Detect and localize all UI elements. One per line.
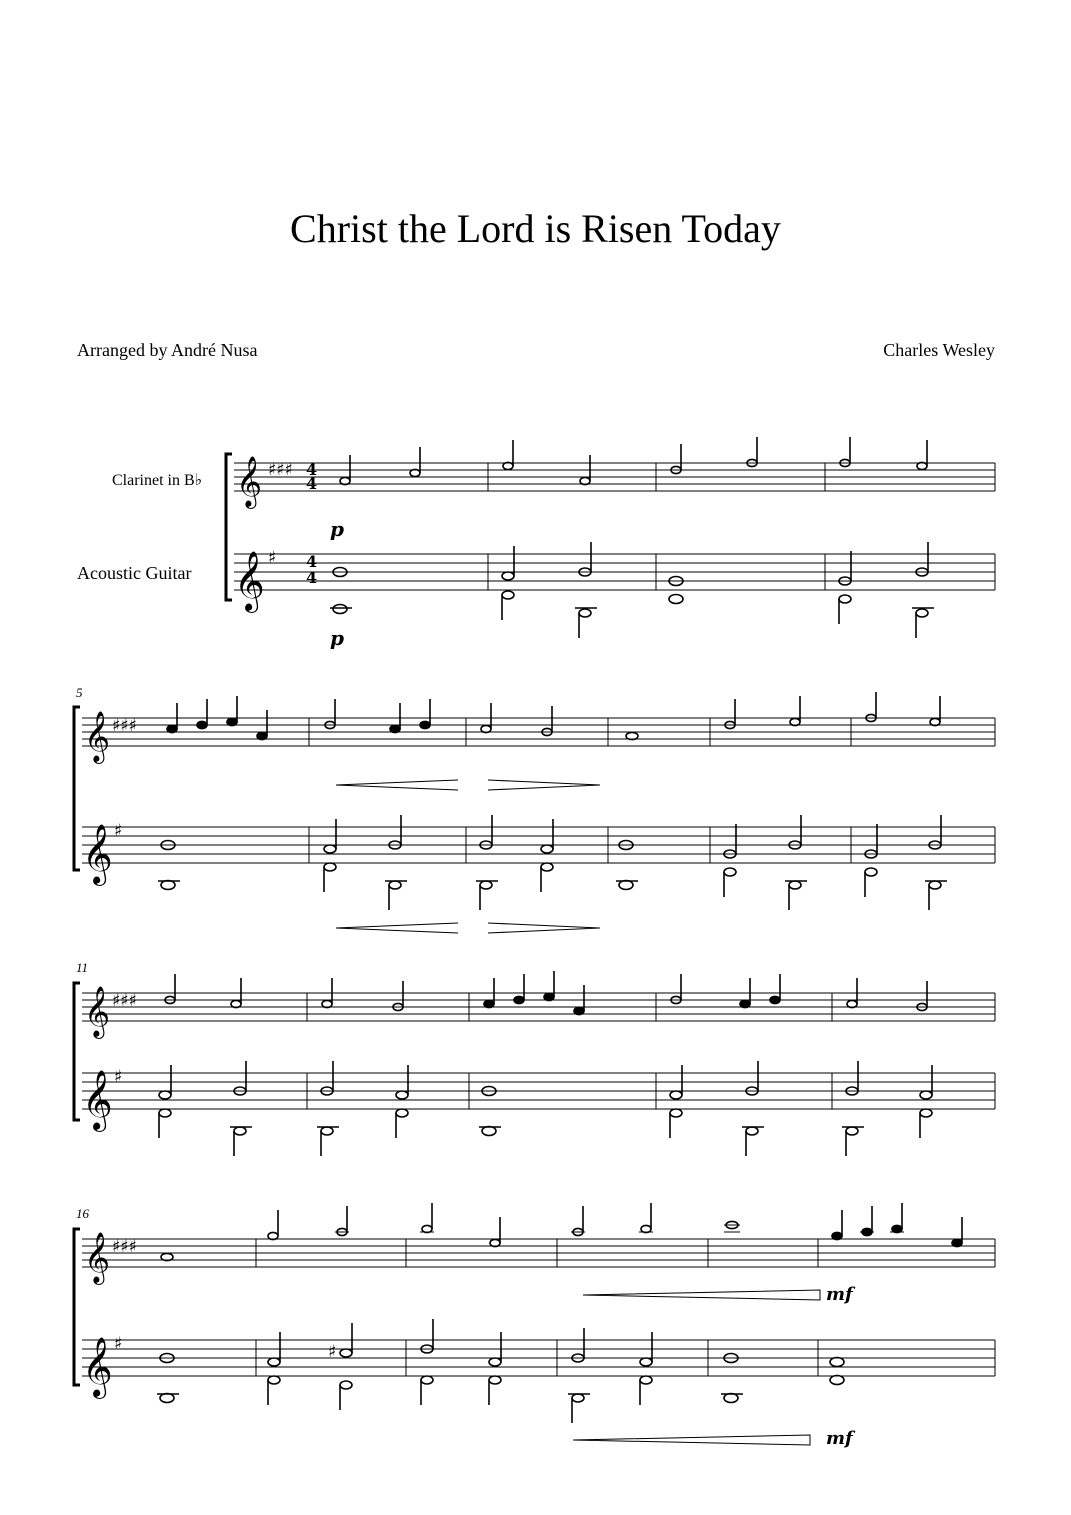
treble-clef-icon: 𝄞: [82, 1337, 113, 1397]
crescendo-hairpin: [573, 1435, 810, 1445]
key-signature: ♯♯♯: [268, 460, 293, 480]
key-signature: ♯: [114, 1334, 123, 1354]
staff-guitar: [82, 1340, 995, 1376]
score-title: Christ the Lord is Risen Today: [290, 206, 781, 251]
staff-clarinet: [82, 993, 995, 1021]
dynamic-marking: p: [330, 517, 344, 541]
staff-clarinet: [82, 718, 995, 746]
dynamic-marking: mf: [826, 1284, 853, 1305]
system-1: [226, 437, 995, 650]
time-sig-denominator: 4: [306, 474, 318, 493]
system-4: [74, 1203, 995, 1449]
system-bracket: [74, 983, 80, 1120]
treble-clef-icon: 𝄞: [236, 456, 263, 507]
time-sig-denominator: 4: [306, 568, 318, 587]
treble-clef-icon: 𝄞: [84, 986, 111, 1037]
treble-clef-icon: 𝄞: [82, 824, 113, 884]
staff-clarinet: [82, 1239, 995, 1267]
system-3: [74, 960, 995, 1156]
key-signature: ♯: [114, 1067, 123, 1087]
treble-clef-icon: 𝄞: [84, 711, 111, 762]
treble-clef-icon: 𝄞: [82, 1070, 113, 1130]
staff-guitar: [234, 554, 995, 590]
composer-credit: Charles Wesley: [883, 340, 995, 360]
hairpins: [336, 780, 600, 790]
guitar-label: Acoustic Guitar: [77, 563, 192, 583]
staff-guitar: [82, 827, 995, 863]
measure-number: 11: [76, 960, 89, 975]
key-signature: ♯♯♯: [112, 716, 137, 736]
svg-text:♯: ♯: [328, 1342, 337, 1362]
key-signature: ♯♯♯: [112, 1237, 137, 1257]
key-signature: ♯♯♯: [112, 991, 137, 1011]
treble-clef-icon: 𝄞: [234, 551, 265, 611]
diminuendo-hairpin: [488, 780, 600, 790]
system-bracket: [74, 707, 80, 870]
staff-clarinet: [234, 463, 995, 491]
treble-clef-icon: 𝄞: [84, 1232, 111, 1283]
clarinet-label: Clarinet in B♭: [112, 472, 203, 489]
arranger-credit: Arranged by André Nusa: [77, 340, 258, 360]
key-signature: ♯: [114, 821, 123, 841]
diminuendo-hairpin: [488, 923, 600, 933]
dynamic-marking: p: [330, 626, 344, 650]
hairpins: [336, 923, 600, 933]
system-2: [74, 685, 995, 933]
guitar-notes: [157, 1319, 844, 1423]
clarinet-notes: [161, 1203, 962, 1261]
system-bracket: [226, 454, 232, 600]
measure-number: 16: [76, 1206, 89, 1221]
system-bracket: [74, 1229, 80, 1385]
crescendo-hairpin: [583, 1290, 820, 1300]
time-sig-numerator: 4: [306, 460, 318, 479]
crescendo-hairpin: [336, 780, 458, 790]
key-signature: ♯: [268, 548, 277, 568]
crescendo-hairpin: [336, 923, 458, 933]
measure-number: 5: [76, 685, 83, 700]
dynamic-marking: mf: [826, 1428, 853, 1449]
time-sig-numerator: 4: [306, 552, 318, 571]
